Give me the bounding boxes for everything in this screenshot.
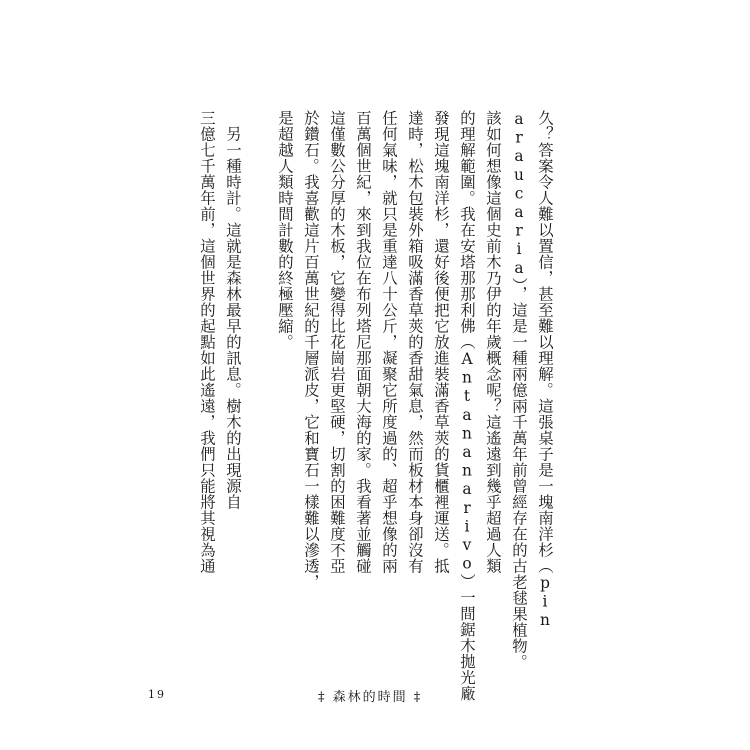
text-column: araucaria），這是一種兩億兩千萬年前曾經存在的古老毬果植物。 (510, 110, 528, 670)
text-column: 三億七千萬年前，這個世界的起點如此遙遠，我們只能將其視為通 (198, 110, 216, 574)
text-column: 該如何想像這個史前木乃伊的年歲概念呢？這遙遠到幾乎超過人類 (484, 110, 502, 574)
text-column: 另一種時計。這就是森林最早的訊息。樹木的出現源自 (224, 110, 242, 510)
running-title: ‡ 森林的時間 ‡ (318, 690, 423, 705)
text-column: 任何氣味，就只是重達八十公斤，凝聚它所度過的、超乎想像的兩 (380, 110, 398, 574)
text-column: 達時，松木包裝外箱吸滿香草莢的香甜氣息，然而板材本身卻沒有 (406, 110, 424, 574)
text-column: 是超越人類時間計數的終極壓縮。 (276, 110, 294, 350)
text-column: 發現這塊南洋杉，還好後便把它放進裝滿香草莢的貨櫃裡運送。抵 (432, 110, 450, 574)
text-column: 的理解範圍。我在安塔那那利佛（Antananarivo）一間鋸木拋光廠 (458, 110, 476, 702)
page-number: 19 (148, 688, 166, 701)
text-column: 久？答案令人難以置信，甚至難以理解。這張桌子是一塊南洋杉（pin (536, 110, 554, 630)
text-column: 百萬個世紀，來到我位在布列塔尼那面朝大海的家。我看著並觸碰 (354, 110, 372, 574)
text-column: 於鑽石。我喜歡這片百萬世紀的千層派皮，它和寶石一樣難以滲透， (302, 110, 320, 590)
text-column: 這僅數公分厚的木板，它變得比花崗岩更堅硬，切割的困難度不亞 (328, 110, 346, 574)
